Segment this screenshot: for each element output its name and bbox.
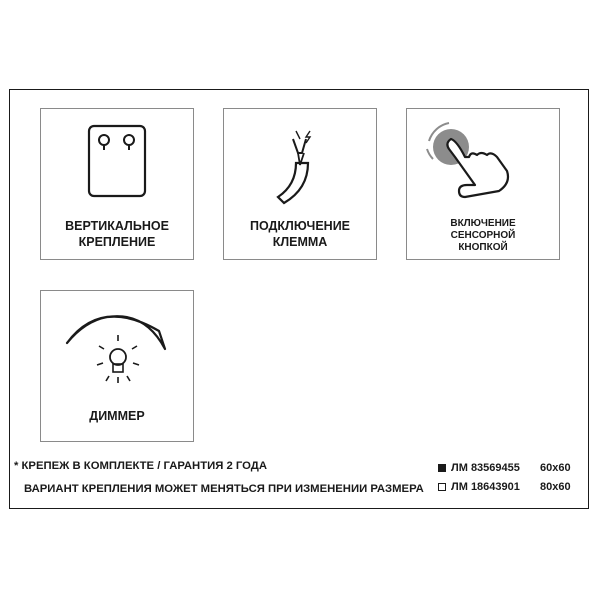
selected-checkbox-icon	[438, 464, 446, 472]
variant-code: ЛМ 18643901	[451, 481, 520, 493]
variant-row	[438, 462, 520, 474]
card-dimmer	[40, 290, 194, 442]
card-label-line: КРЕПЛЕНИЕ	[78, 234, 156, 249]
card-touch-switch	[406, 108, 560, 260]
variant-code: ЛМ 83569455	[451, 462, 520, 474]
card-label-line: ВКЛЮЧЕНИЕ	[450, 218, 516, 229]
card-label-line: ВЕРТИКАЛЬНОЕ	[65, 219, 169, 233]
card-terminal-connection	[223, 108, 377, 260]
card-label-line: КЛЕММА	[272, 234, 328, 249]
note-mounting-variant: ВАРИАНТ КРЕПЛЕНИЯ МОЖЕТ МЕНЯТЬСЯ ПРИ ИЗМЕНЕНИИ РАЗМЕРА	[24, 483, 424, 495]
variant-size: 60x60	[540, 462, 571, 474]
card-vertical-mount	[40, 108, 194, 260]
variant-row	[438, 481, 520, 493]
unselected-checkbox-icon	[438, 483, 446, 491]
card-label-line: ДИММЕР	[89, 409, 145, 423]
variant-size: 80x60	[540, 481, 571, 493]
card-label-line: ПОДКЛЮЧЕНИЕ	[249, 219, 351, 233]
card-label-line: СЕНСОРНОЙ	[450, 230, 516, 241]
card-label-line: КНОПКОЙ	[458, 242, 508, 253]
note-fastening-warranty: * КРЕПЕЖ В КОМПЛЕКТЕ / ГАРАНТИЯ 2 ГОДА	[14, 460, 268, 472]
